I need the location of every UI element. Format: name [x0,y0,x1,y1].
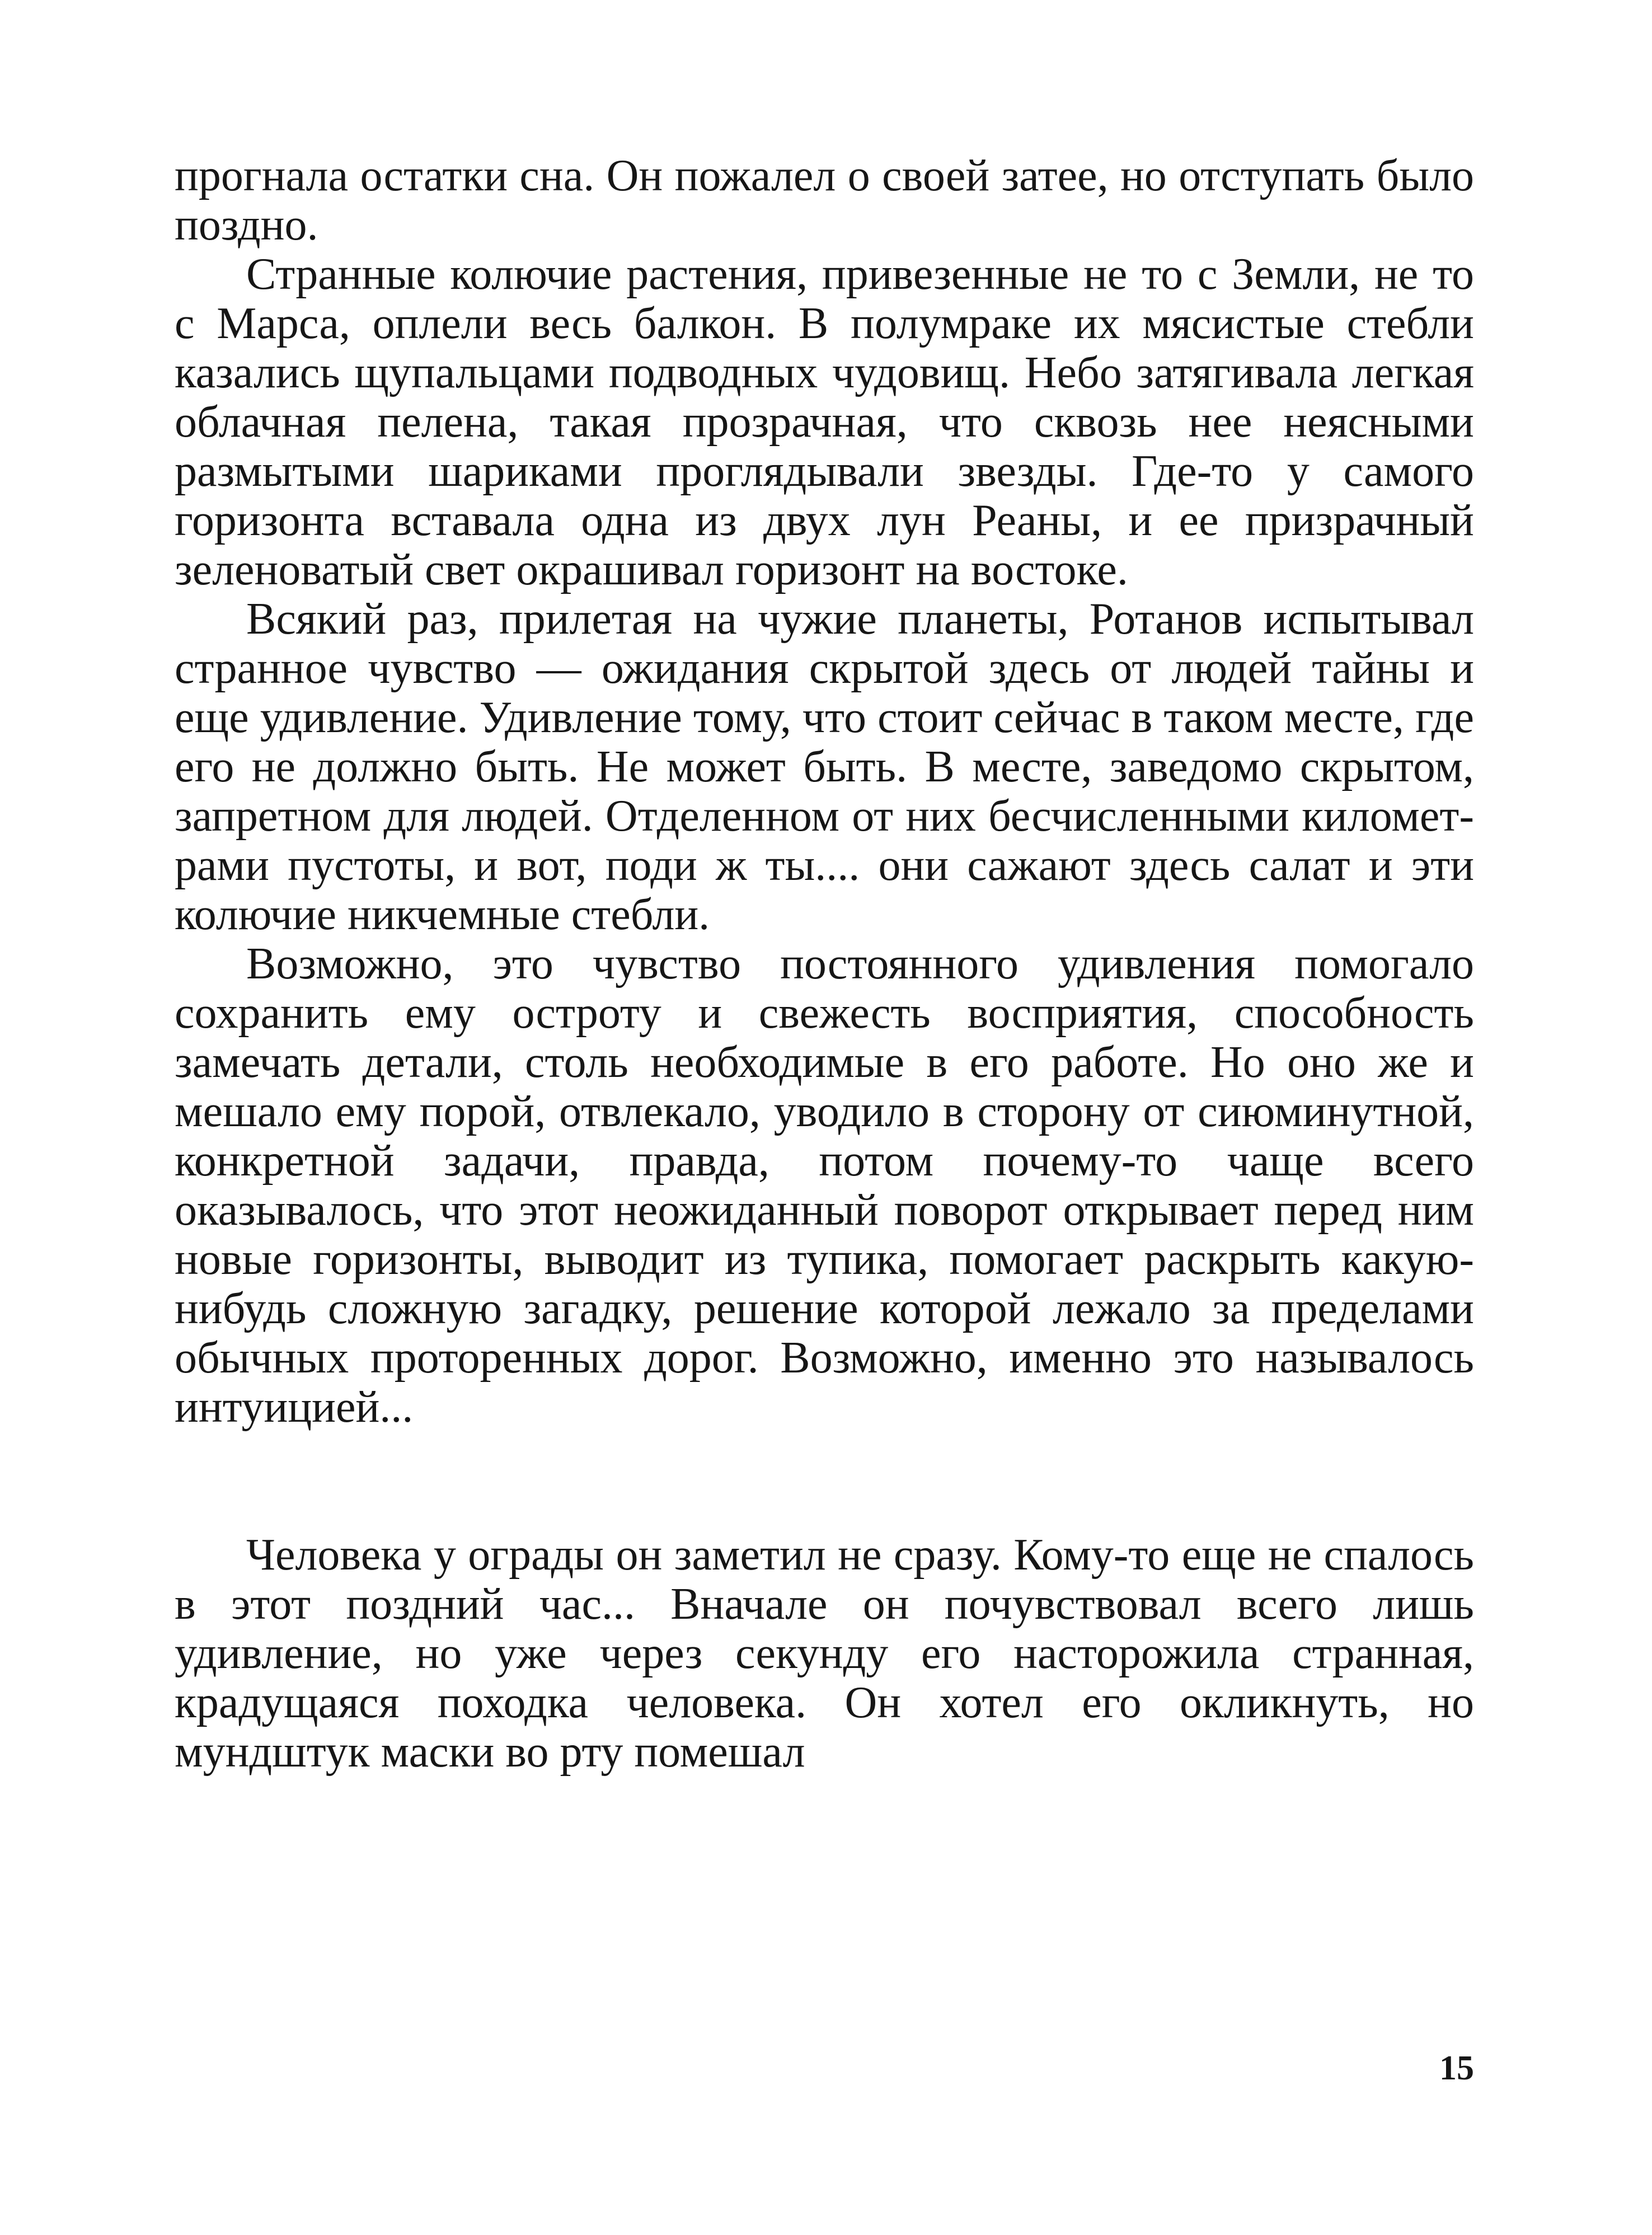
paragraph-4: Возможно, это чувство постоянного удивления помогало сохранить ему остроту и свежесть восприятия, способность замечать детали, столь необходимые в его работе. Но оно же и мешало ему порой, отвлекало, уводило в сторону от сиюминутной, конкретной задачи, правда, потом почему-то чаще всего оказывалось, что этот неожиданный поворот открывает перед ним новые горизонты, выводит из тупика, помогает раскрыть какую-нибудь сложную загадку, решение которой лежало за пределами обычных проторенных дорог. Возможно, именно это называлось интуицией... [175,939,1474,1432]
page-number: 15 [1439,2049,1474,2087]
body-text [175,151,1474,1777]
paragraph-5: Человека у ограды он заметил не сразу. Кому-то еще не спалось в этот поздний час... Вначале он почувствовал всего лишь удивление, но уже через секунду его насторожила странная, крадущаяся походка человека. Он хотел его окликнуть, но мундштук маски во рту помешал [175,1530,1474,1777]
paragraph-3: Всякий раз, прилетая на чужие планеты, Ротанов испытывал странное чувство — ожидания скрытой здесь от людей тайны и еще удивление. Удивление тому, что стоит сейчас в таком месте, где его не должно быть. Не может быть. В месте, заведомо скрытом, запретном для людей. Отделенном от них бесчисленными километрами пустоты, и вот, поди ж ты.... они сажают здесь салат и эти колючие никчемные стебли. [175,594,1474,939]
paragraph-2: Странные колючие растения, привезенные не то с Земли, не то с Марса, оплели весь балкон. В полумраке их мясистые стебли казались щупальцами подводных чудовищ. Небо затягивала легкая облачная пелена, такая прозрачная, что сквозь нее неясными размытыми шариками проглядывали звезды. Где-то у самого горизонта вставала одна из двух лун Реаны, и ее призрачный зеленоватый свет окрашивал горизонт на востоке. [175,250,1474,594]
paragraph-1: прогнала остатки сна. Он пожалел о своей затее, но отступать было поздно. [175,151,1474,250]
section-break [175,1432,1474,1530]
